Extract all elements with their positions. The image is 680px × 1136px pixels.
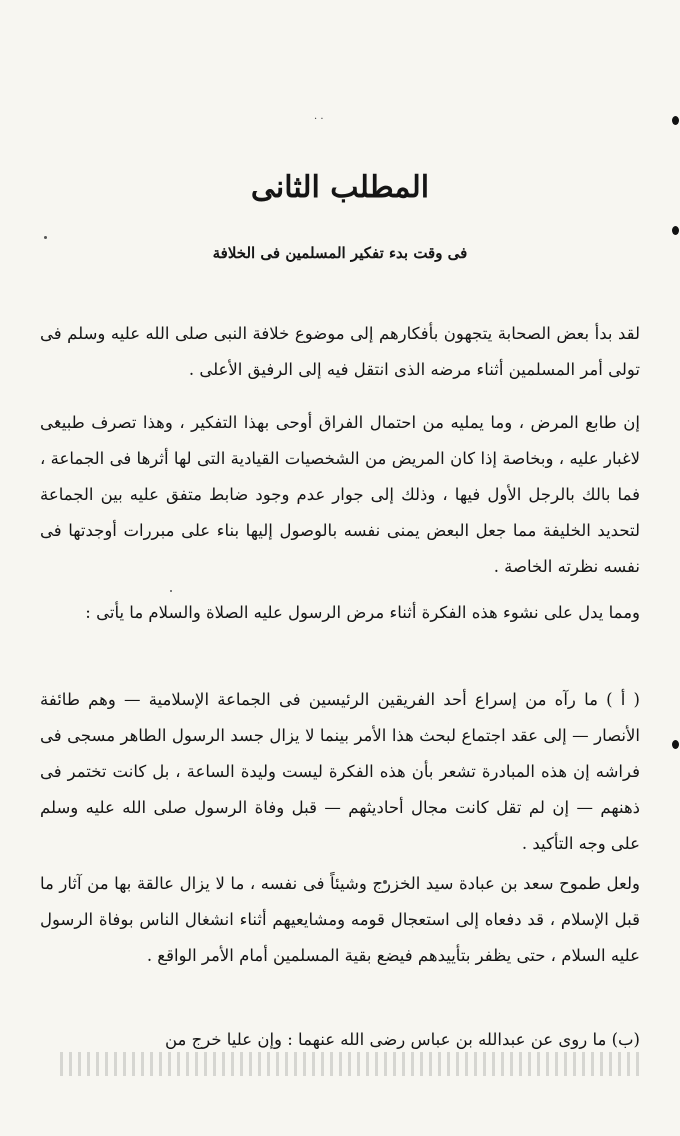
paragraph-intro: لقد بدأ بعض الصحابة يتجهون بأفكارهم إلى موضوع خلافة النبى صلى الله عليه وسلم فى تولى أمر المسلمين أثناء مرضه الذى انتقل فيه إلى الرفيق الأعلى . <box>40 324 640 379</box>
scan-speck <box>170 590 172 592</box>
paragraph-point-b: (ب) ما روى عن عبدالله بن عباس رضى الله عنهما : وإن عليا خرج من <box>164 1030 640 1049</box>
page-subtitle: فى وقت بدء تفكير المسلمين فى الخلافة <box>212 244 468 262</box>
top-mark: · · <box>314 114 324 125</box>
edge-mark-bottom <box>672 226 679 235</box>
faded-text-line <box>60 1052 640 1076</box>
paragraph-evidence: ومما يدل على نشوء هذه الفكرة أثناء مرض الرسول عليه الصلاة والسلام ما يأتى : <box>85 603 640 622</box>
page-title: المطلب الثانى <box>250 170 430 205</box>
paragraph-illness: إن طابع المرض ، وما يمليه من احتمال الفراق أوحى بهذا التفكير ، وهذا تصرف طبيعى لاغبار عليه ، وبخاصة إذا كان المريض من الشخصيات القيادية التى لها أثرها فى الجماعة ، فما بالك بالرجل الأول فيها ، وذلك إلى جوار عدم وجود ضابط متفق عليه بين الجماعة لتحديد الخليفة مما جعل البعض يمنى نفسه بالوصول إليها بناء على مبررات أوجدتها فى نفسه نظرته الخاصة . <box>40 413 640 576</box>
paragraph-saad: ولعل طموح سعد بن عبادة سيد الخزرج وشيئاً فى نفسه ، ما لا يزال عالقة بها من آثار ما قبل الإسلام ، قد دفعاه إلى استعجال قومه ومشايعيهم أثناء انشغال الناس بوفاة الرسول عليه السلام ، حتى يظفر بتأييدهم فيضع بقية المسلمين أمام الأمر الواقع . <box>40 874 640 965</box>
edge-mark-top <box>672 116 679 125</box>
edge-mark-lower <box>672 740 679 749</box>
paragraph-point-a: ( أ ) ما رآه من إسراع أحد الفريقين الرئيسين فى الجماعة الإسلامية — وهم طائفة الأنصار — إلى عقد اجتماع لبحث هذا الأمر بينما لا يزال جسد الرسول الطاهر مسجى فى فراشه إن هذه المبادرة تشعر بأن هذه الفكرة ليست وليدة الساعة ، بل كانت تختمر فى ذهنهم — إن لم تقل كانت مجال أحاديثهم — قبل وفاة الرسول صلى الله عليه وسلم على وجه التأكيد . <box>40 690 640 853</box>
scan-speck <box>44 236 47 239</box>
